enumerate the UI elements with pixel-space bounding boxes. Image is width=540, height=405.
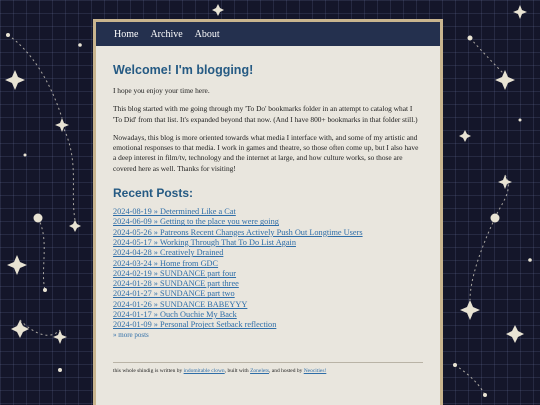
page-title: Welcome! I'm blogging!	[113, 63, 254, 77]
list-item	[113, 300, 423, 310]
footer-text: this whole shindig is written by	[113, 367, 184, 374]
planet-dot-icon	[58, 368, 62, 372]
post-link[interactable]: 2024-05-26 » Patreons Recent Changes Actively Push Out Longtime Users	[113, 227, 363, 237]
star-icon	[53, 330, 67, 344]
footer-builder-link[interactable]: Zonelets	[250, 367, 270, 374]
list-item	[113, 269, 423, 279]
list-item	[113, 228, 423, 238]
footer-text: , built with	[224, 367, 251, 374]
constellation-line	[38, 218, 45, 290]
list-item	[113, 320, 423, 330]
post-link[interactable]: 2024-04-28 » Creatively Drained	[113, 248, 224, 258]
focus-paragraph: Nowadays, this blog is more oriented towards what media I interface with, and some of my artistic and emotional responses to that media. I work in games and theatre, so those often come up, but I also have a deep interest in film/tv, technology and the internet at large, and how culture works, so those are covered here as well. Thanks for visiting!	[113, 132, 419, 173]
list-item	[113, 310, 423, 320]
intro-paragraph: I hope you enjoy your time here.	[113, 86, 210, 95]
star-icon	[212, 4, 224, 16]
star-icon	[460, 300, 480, 320]
post-link[interactable]: 2024-01-17 » Ouch Ouchie My Back	[113, 310, 237, 320]
list-item	[113, 279, 423, 289]
post-link[interactable]: 2024-06-09 » Getting to the place you were going	[113, 217, 279, 227]
footer	[113, 362, 423, 374]
star-icon	[11, 320, 29, 338]
post-link[interactable]: 2024-08-19 » Determined Like a Cat	[113, 207, 236, 217]
more-posts-link[interactable]: » more posts	[113, 330, 149, 339]
footer-text: , and hosted by	[269, 367, 304, 374]
list-item	[113, 248, 423, 258]
nav-archive-link[interactable]: Archive	[150, 28, 183, 40]
star-icon	[5, 70, 25, 90]
list-item	[113, 217, 423, 227]
star-icon	[498, 175, 512, 189]
post-link[interactable]: 2024-01-27 » SUNDANCE part two	[113, 289, 235, 299]
star-icon	[459, 130, 471, 142]
planet-dot-icon	[483, 393, 487, 397]
post-link[interactable]: 2024-03-24 » Home from GDC	[113, 258, 219, 268]
list-item	[113, 259, 423, 269]
nav-home-link[interactable]: Home	[114, 28, 139, 40]
post-link[interactable]: 2024-05-17 » Working Through That To Do List Again	[113, 237, 296, 247]
planet-dot-icon	[519, 119, 522, 122]
star-icon	[495, 70, 515, 90]
constellation-line	[470, 218, 495, 300]
recent-posts-list	[113, 207, 423, 331]
star-icon	[7, 255, 27, 275]
star-icon	[506, 325, 524, 343]
navbar	[96, 22, 440, 46]
constellation-line	[62, 125, 75, 220]
main-content	[96, 46, 440, 374]
post-link[interactable]: 2024-01-26 » SUNDANCE BABEYYY	[113, 299, 248, 309]
planet-dot-icon	[528, 258, 532, 262]
constellation-line	[470, 38, 505, 75]
star-icon	[513, 5, 527, 19]
history-paragraph: This blog started with me going through my 'To Do' bookmarks folder in an attempt to catalog what I 'To Did' from that list. It's expanded beyond that now. (And I have 800+ bookmarks in that folder still.)	[113, 104, 418, 124]
list-item	[113, 207, 423, 217]
blog-page	[93, 19, 443, 405]
nav-about-link[interactable]: About	[194, 28, 220, 40]
footer-host-link[interactable]: Neocities!	[303, 367, 327, 374]
post-link[interactable]: 2024-01-28 » SUNDANCE part three	[113, 279, 239, 289]
list-item	[113, 289, 423, 299]
star-icon	[69, 220, 81, 232]
post-link[interactable]: 2024-02-19 » SUNDANCE part four	[113, 268, 237, 278]
post-link[interactable]: 2024-01-09 » Personal Project Setback reflection	[113, 320, 277, 330]
list-item	[113, 238, 423, 248]
constellation-line	[455, 365, 485, 395]
recent-posts-heading: Recent Posts:	[113, 186, 194, 201]
planet-dot-icon	[78, 43, 82, 47]
footer-author-link[interactable]: indomitable clown	[183, 367, 225, 374]
planet-dot-icon	[24, 154, 27, 157]
